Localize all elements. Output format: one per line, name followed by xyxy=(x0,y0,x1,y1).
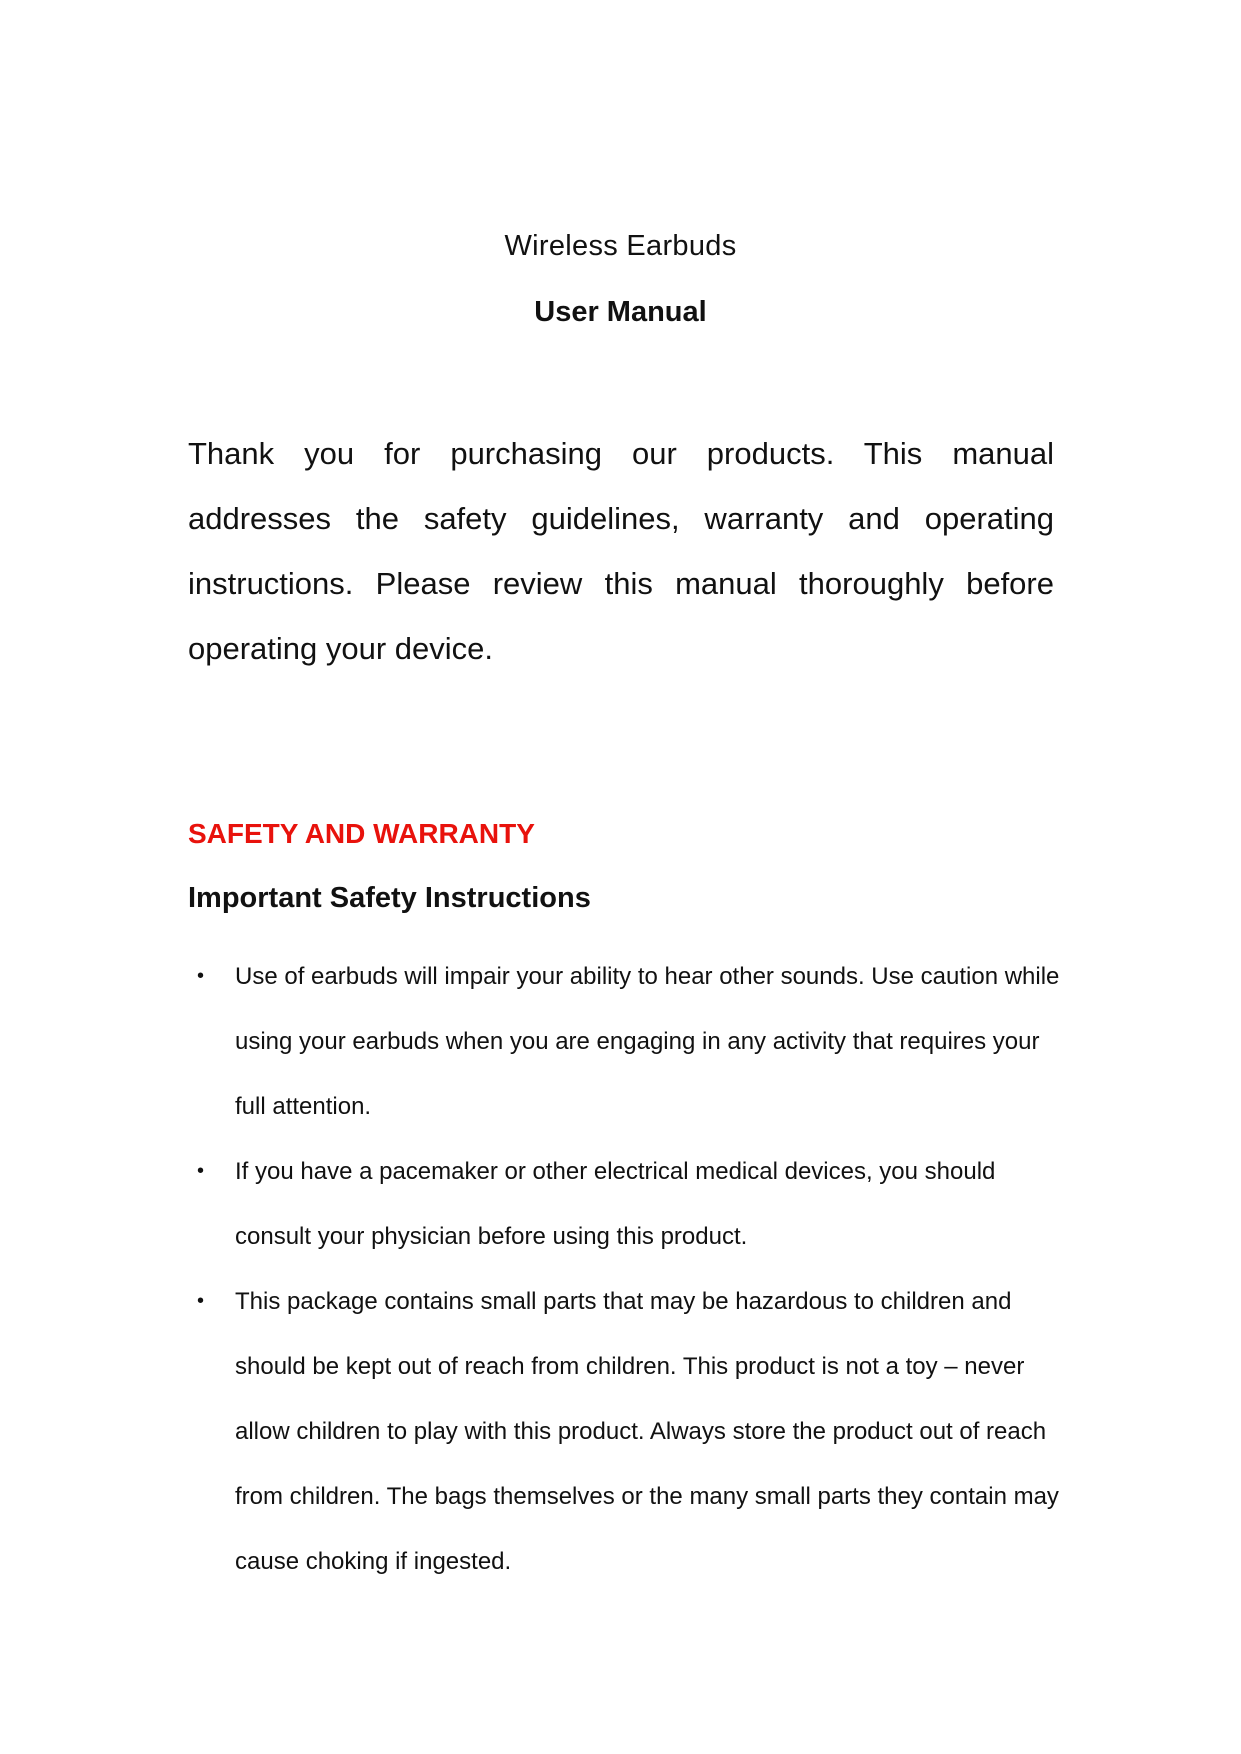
list-item-text: This package contains small parts that may be hazardous to children and should be kept out of reach from children. This product is not a toy – never allow children to play with this product. Always store the product out of reach from children. The bags themselves or the many small parts they contain may cause choking if ingested. xyxy=(235,1288,1059,1575)
bullet-icon: • xyxy=(197,1160,205,1182)
list-item-text: If you have a pacemaker or other electrical medical devices, you should consult your physician before using this product. xyxy=(235,1158,996,1250)
list-item xyxy=(188,1139,1068,1269)
document-title: Wireless Earbuds xyxy=(504,230,737,262)
section-heading-safety-warranty: SAFETY AND WARRANTY xyxy=(188,818,535,849)
bullet-icon: • xyxy=(197,965,205,987)
list-item-text: Use of earbuds will impair your ability to hear other sounds. Use caution while using your earbuds when you are engaging in any activity that requires your full attention. xyxy=(235,963,1060,1120)
list-item xyxy=(188,944,1068,1139)
safety-bullet-list xyxy=(188,944,1068,1594)
sub-heading-safety-instructions: Important Safety Instructions xyxy=(188,882,591,914)
document-subtitle: User Manual xyxy=(534,296,707,328)
list-item xyxy=(188,1269,1068,1594)
bullet-icon: • xyxy=(197,1290,205,1312)
intro-paragraph: Thank you for purchasing our products. This manual addresses the safety guidelines, warranty and operating instructions. Please review this manual thoroughly before operating your device. xyxy=(188,436,1054,666)
